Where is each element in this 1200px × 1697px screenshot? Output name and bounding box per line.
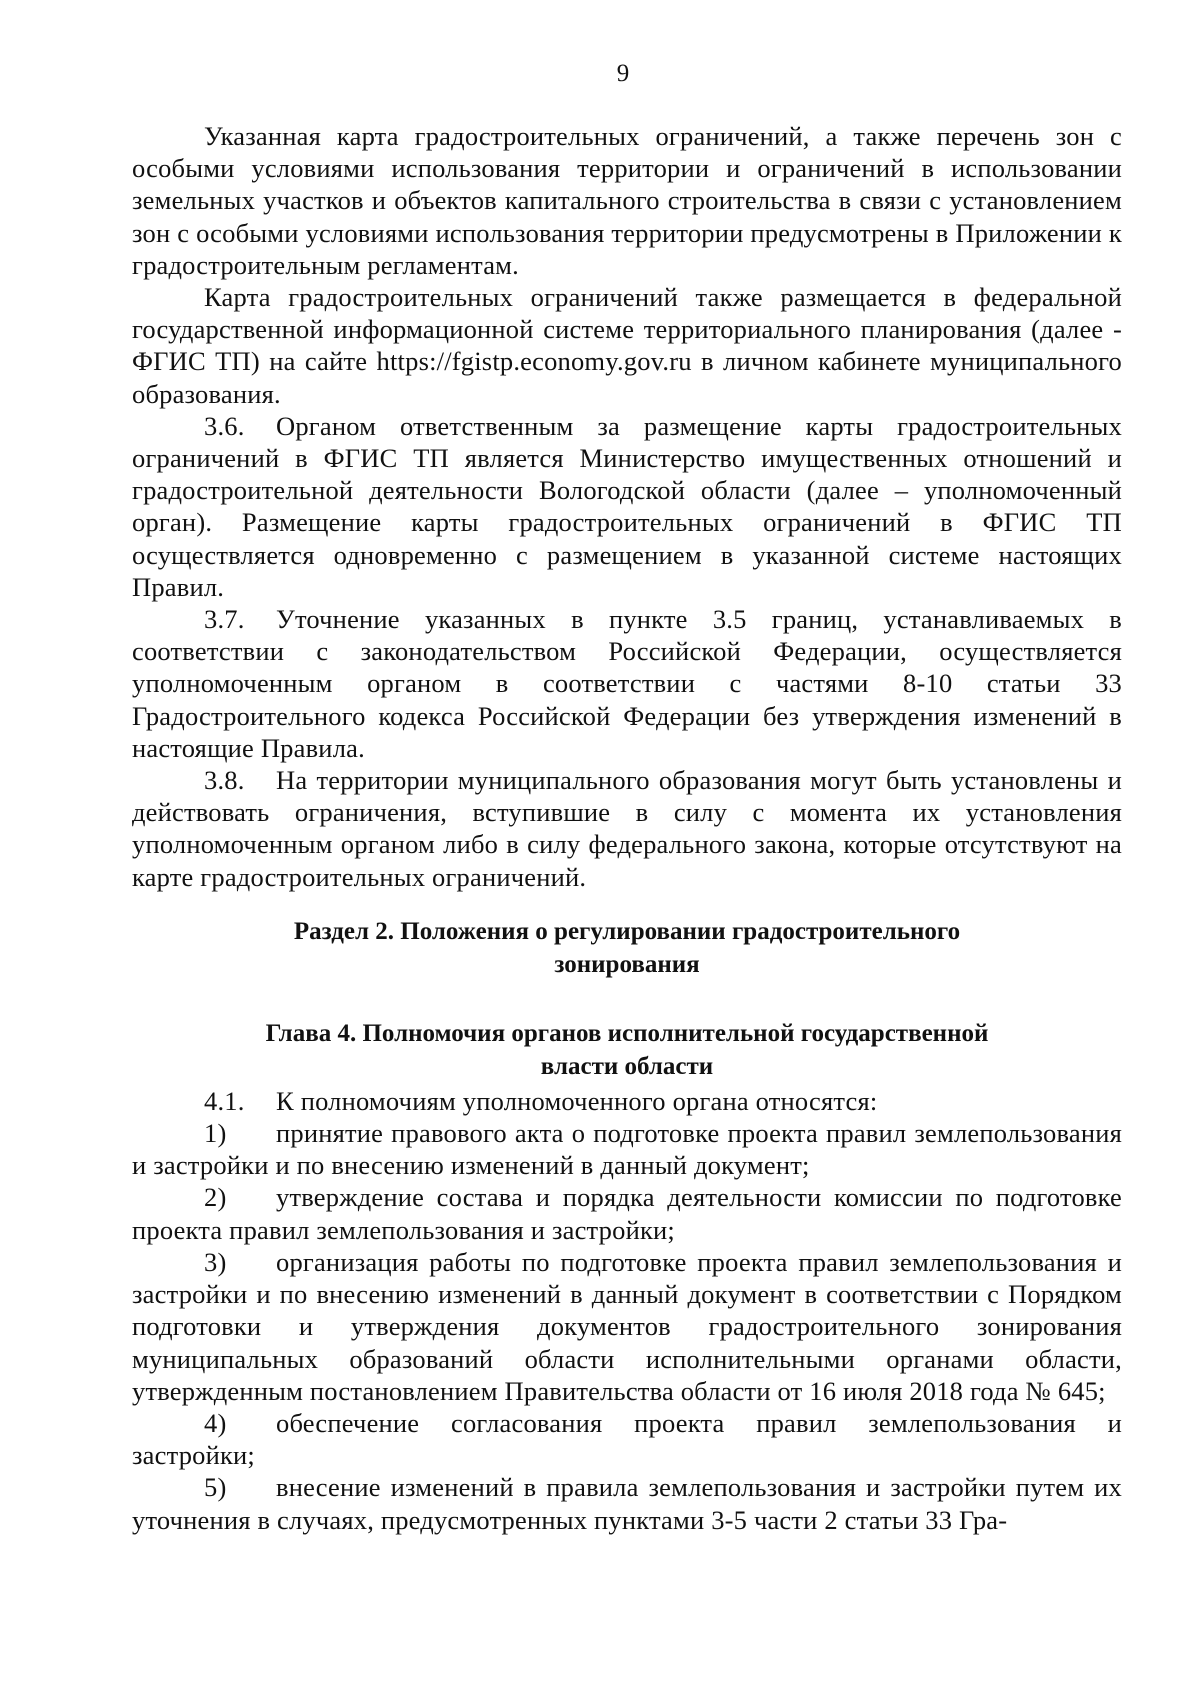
paragraphs-top bbox=[132, 120, 1122, 893]
clause-number: 3.7. bbox=[204, 604, 245, 635]
clause-number: 4.1. bbox=[204, 1085, 245, 1116]
list-item-5: 5) внесение изменений в правила землепользования и застройки путем их уточнения в случаях, предусмотренных пунктами 3-5 части 2 статьи 33 Гра- bbox=[132, 1472, 1122, 1535]
chapter-heading: Глава 4. Полномочия органов исполнительной государственной власти области bbox=[265, 1019, 989, 1080]
paragraph-3-6: 3.6. Органом ответственным за размещение карты градостроительных ограничений в ФГИС ТП является Министерство имущественных отношений и градостроительной деятельности Вологодской области (далее – уполномоченный орган). Размещение карты градостроительных ограничений в ФГИС ТП осуществляется одновременно с размещением в указанной системе настоящих Правил. bbox=[132, 410, 1122, 602]
paragraph-4-1: 4.1. К полномочиям уполномоченного органа относятся: bbox=[204, 1085, 878, 1116]
item-number: 5) bbox=[204, 1472, 227, 1503]
document-body bbox=[132, 120, 1122, 1536]
item-number: 3) bbox=[204, 1246, 227, 1277]
list-item-3: 3) организация работы по подготовке проекта правил землепользования и застройки и по внесению изменений в данный документ в соответствии с Порядком подготовки и утверждения документов градостроительного зонирования муниципальных образований области исполнительными органами области, утвержденным постановлением Правительства области от 16 июля 2018 года № 645; bbox=[132, 1246, 1122, 1406]
list-item-4: 4) обеспечение согласования проекта правил землепользования и застройки; bbox=[132, 1407, 1122, 1471]
item-number: 1) bbox=[204, 1118, 227, 1149]
clause-number: 3.6. bbox=[204, 410, 245, 441]
section-heading: Раздел 2. Положения о регулировании градостроительного зонирования bbox=[293, 917, 961, 978]
paragraph-3-7: 3.7. Уточнение указанных в пункте 3.5 границ, устанавливаемых в соответствии с законодательством Российской Федерации, осуществляется уполномоченным органом в соответствии с частями 8-10 статьи 33 Градостроительного кодекса Российской Федерации без утверждения изменений в настоящие Правила. bbox=[132, 604, 1122, 763]
page-number: 9 bbox=[616, 60, 630, 87]
list-item-1: 1) принятие правового акта о подготовке проекта правил землепользования и застройки и по внесению изменений в данный документ; bbox=[132, 1118, 1122, 1181]
clause-number: 3.8. bbox=[204, 765, 245, 796]
list-item-2: 2) утверждение состава и порядка деятельности комиссии по подготовке проекта правил землепользования и застройки; bbox=[132, 1182, 1122, 1245]
paragraphs-bottom bbox=[132, 1085, 1122, 1536]
item-number: 4) bbox=[204, 1407, 227, 1438]
paragraph-intro-2: Карта градостроительных ограничений также размещается в федеральной государственной информационной системе территориального планирования (далее - ФГИС ТП) на сайте https://fgistp.economy.gov.ru в личном кабинете муниципального образования. bbox=[132, 282, 1122, 409]
paragraph-intro-1: Указанная карта градостроительных ограничений, а также перечень зон с особыми условиями использования территории и ограничений в использовании земельных участков и объектов капитального строительства в связи с установлением зон с особыми условиями использования территории предусмотрены в Приложении к градостроительным регламентам. bbox=[132, 121, 1122, 280]
paragraph-3-8: 3.8. На территории муниципального образования могут быть установлены и действовать ограничения, вступившие в силу с момента их установления уполномоченным органом либо в силу федерального закона, которые отсутствуют на карте градостроительных ограничений. bbox=[132, 765, 1122, 892]
item-number: 2) bbox=[204, 1182, 227, 1213]
